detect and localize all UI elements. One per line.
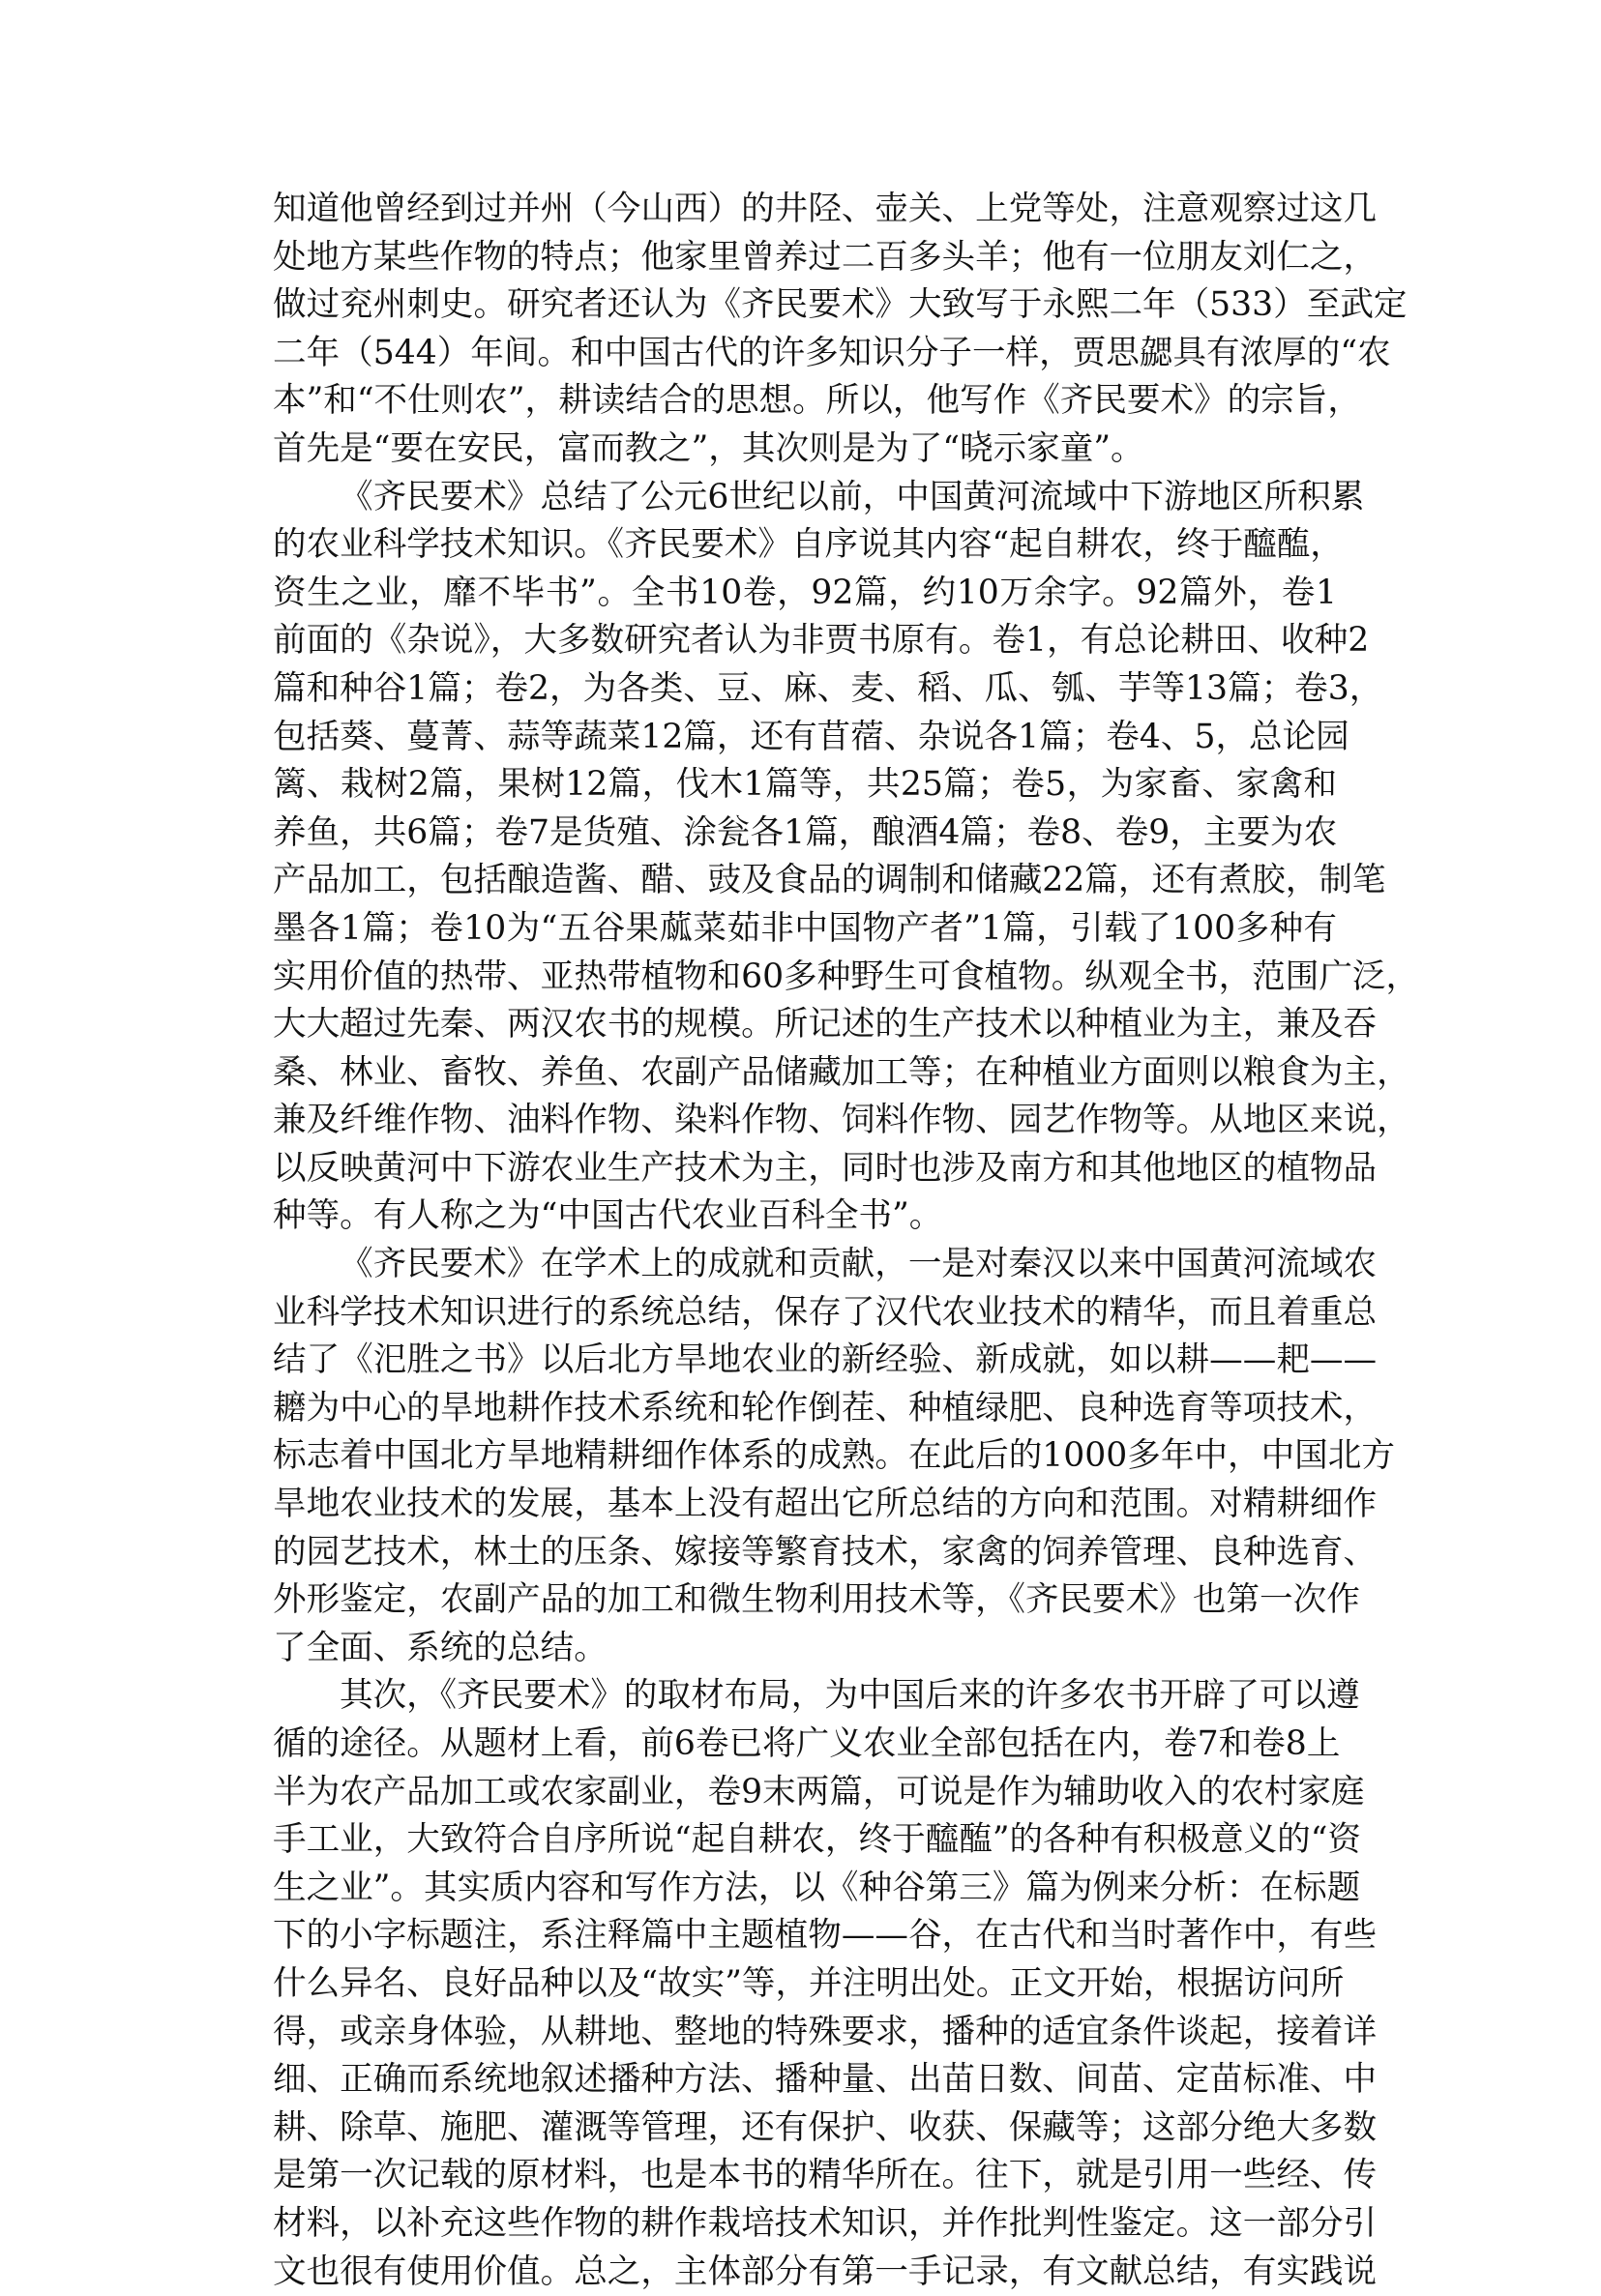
text-line: 首先是“要在安民，富而教之”，其次则是为了“晓示家童”。: [273, 428, 1144, 468]
text-line: 实用价值的热带、亚热带植物和60多种野生可食植物。纵观全书，范围广泛，: [273, 957, 1420, 996]
text-line: 什么异名、良好品种以及“故实”等，并注明出处。正文开始，根据访问所: [273, 1963, 1345, 2003]
text-line: 细、正确而系统地叙述播种方法、播种量、出苗日数、间苗、定苗标准、中: [273, 2060, 1378, 2100]
text-line: 墨各1篇；卷10为“五谷果蓏菜茹非中国物产者”1篇，引载了100多种有: [273, 908, 1337, 948]
paragraph: [273, 474, 1420, 1242]
text-line: 标志着中国北方旱地精耕细作体系的成熟。在此后的1000多年中，中国北方: [273, 1436, 1395, 1476]
text-line: 循的途径。从题材上看，前6卷已将广义农业全部包括在内，卷7和卷8上: [273, 1724, 1341, 1763]
text-line: 前面的《杂说》，大多数研究者认为非贾书原有。卷1，有总论耕田、收种2: [273, 621, 1370, 661]
text-line: 文也很有使用价值。总之，主体部分有第一手记录，有文献总结，有实践说: [273, 2252, 1378, 2291]
text-line: 了全面、系统的总结。: [273, 1628, 608, 1667]
text-line: 以反映黄河中下游农业生产技术为主，同时也涉及南方和其他地区的植物品: [273, 1148, 1378, 1188]
paragraph: [273, 186, 1408, 474]
text-line: 材料，以补充这些作物的耕作栽培技术知识，并作批判性鉴定。这一部分引: [273, 2203, 1378, 2243]
text-line: 产品加工，包括酿造酱、醋、豉及食品的调制和储藏22篇，还有煮胶，制笔: [273, 861, 1386, 900]
text-line: 处地方某些作物的特点；他家里曾养过二百多头羊；他有一位朋友刘仁之，: [273, 237, 1378, 277]
text-line: 的农业科学技术知识。《齐民要术》自序说其内容“起自耕农，终于醯醢，: [273, 525, 1344, 565]
text-line: 知道他曾经到过并州（今山西）的井陉、壶关、上党等处，注意观察过这几: [273, 190, 1378, 228]
text-line: 兼及纤维作物、油料作物、染料作物、饲料作物、园艺作物等。从地区来说，: [273, 1101, 1410, 1140]
text-line: 半为农产品加工或农家副业，卷9末两篇，可说是作为辅助收入的农村家庭: [273, 1772, 1365, 1811]
text-line: 做过兖州刺史。研究者还认为《齐民要术》大致写于永熙二年（533）至武定: [273, 285, 1408, 325]
text-line: 包括葵、蔓菁、蒜等蔬菜12篇，还有苜蓿、杂说各1篇；卷4、5，总论园: [273, 717, 1349, 756]
text-line: 下的小字标题注，系注释篇中主题植物——谷，在古代和当时著作中，有些: [273, 1916, 1378, 1956]
text-line: 大大超过先秦、两汉农书的规模。所记述的生产技术以种植业为主，兼及吞: [273, 1005, 1378, 1045]
text-line: 种等。有人称之为“中国古代农业百科全书”。: [273, 1196, 943, 1236]
text-line: 业科学技术知识进行的系统总结，保存了汉代农业技术的精华，而且着重总: [273, 1292, 1378, 1332]
text-line: 耕、除草、施肥、灌溉等管理，还有保护、收获、保藏等；这部分绝大多数: [273, 2107, 1378, 2147]
text-line: 二年（544）年间。和中国古代的许多知识分子一样，贾思勰具有浓厚的“农: [273, 333, 1391, 372]
text-line: 本”和“不仕则农”，耕读结合的思想。所以，他写作《齐民要术》的宗旨，: [273, 381, 1361, 421]
text-line: 养鱼，共6篇；卷7是货殖、涂瓮各1篇，酿酒4篇；卷8、卷9，主要为农: [273, 812, 1338, 852]
text-line: 结了《汜胜之书》以后北方旱地农业的新经验、新成就，如以耕——耙——: [273, 1340, 1378, 1380]
text-line: 资生之业，靡不毕书”。全书10卷，92篇，约10万余字。92篇外，卷1: [273, 573, 1337, 612]
text-line: 是第一次记载的原材料，也是本书的精华所在。往下，就是引用一些经、传: [273, 2156, 1378, 2195]
text-line: 桑、林业、畜牧、养鱼、农副产品储藏加工等；在种植业方面则以粮食为主，: [273, 1052, 1410, 1092]
body-text: [273, 186, 1420, 2296]
text-line: 耱为中心的旱地耕作技术系统和轮作倒茬、种植绿肥、良种选育等项技术，: [273, 1388, 1378, 1428]
paragraph: [273, 1672, 1378, 2296]
text-line: 生之业”。其实质内容和写作方法，以《种谷第三》篇为例来分析：在标题: [273, 1868, 1361, 1907]
text-line: 旱地农业技术的发展，基本上没有超出它所总结的方向和范围。对精耕细作: [273, 1485, 1378, 1524]
paragraph: [273, 1241, 1395, 1672]
text-line: 《齐民要术》在学术上的成就和贡献，一是对秦汉以来中国黄河流域农: [340, 1245, 1377, 1284]
text-line: 其次，《齐民要术》的取材布局，为中国后来的许多农书开辟了可以遵: [340, 1676, 1360, 1716]
text-line: 外形鉴定，农副产品的加工和微生物利用技术等，《齐民要术》也第一次作: [273, 1580, 1360, 1620]
text-line: 的园艺技术，林土的压条、嫁接等繁育技术，家禽的饲养管理、良种选育、: [273, 1532, 1378, 1572]
text-line: 篇和种谷1篇；卷2，为各类、豆、麻、麦、稻、瓜、瓠、芋等13篇；卷3，: [273, 668, 1383, 708]
text-line: 得，或亲身体验，从耕地、整地的特殊要求，播种的适宜条件谈起，接着详: [273, 2012, 1378, 2051]
text-line: 篱、栽树2篇，果树12篇，伐木1篇等，共25篇；卷5，为家畜、家禽和: [273, 765, 1337, 805]
text-line: 《齐民要术》总结了公元6世纪以前，中国黄河流域中下游地区所积累: [340, 477, 1365, 516]
text-line: 手工业，大致符合自序所说“起自耕农，终于醯醢”的各种有积极意义的“资: [273, 1820, 1361, 1860]
